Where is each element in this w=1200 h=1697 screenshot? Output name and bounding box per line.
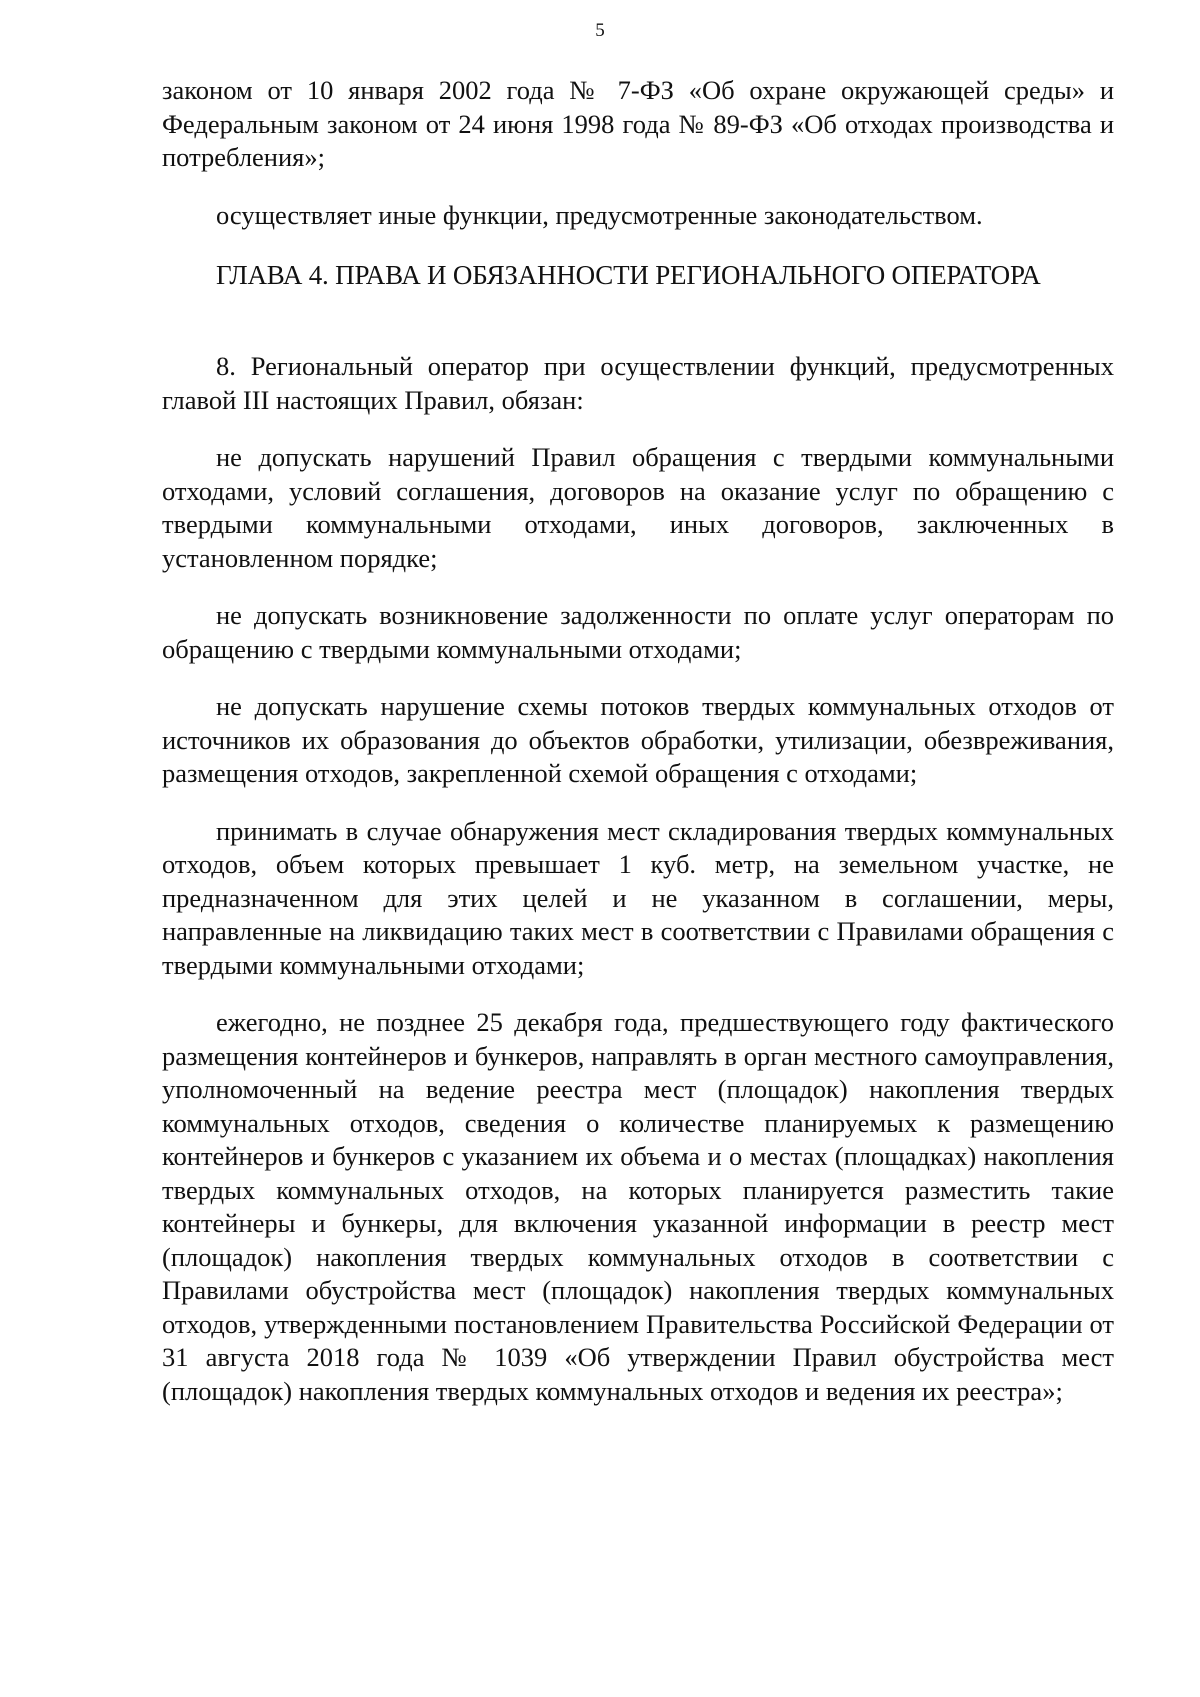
paragraph-annual-report: ежегодно, не позднее 25 декабря года, предшествующего году фактического размещения контейнеров и бункеров, направлять в орган местного самоуправления, уполномоченный на ведение реестра мест (площадок) накопления твердых коммунальных отходов, сведения о количестве планируемых к размещению контейнеров и бункеров с указанием их объема и о местах (площадках) накопления твердых коммунальных отходов, на которых планируется разместить такие контейнеры и бункеры, для включения указанной информации в реестр мест (площадок) накопления твердых коммунальных отходов в соответствии с Правилами обустройства мест (площадок) накопления твердых коммунальных отходов, утвержденными постановлением Правительства Российской Федерации от 31 августа 2018 года № 1039 «Об утверждении Правил обустройства мест (площадок) накопления твердых коммунальных отходов и ведения их реестра»; [162, 1007, 1114, 1406]
chapter-heading: ГЛАВА 4. ПРАВА И ОБЯЗАННОСТИ РЕГИОНАЛЬНОГО ОПЕРАТОРА [216, 260, 1041, 290]
paragraph-waste-flow-scheme: не допускать нарушение схемы потоков твердых коммунальных отходов от источников их образования до объектов обработки, утилизации, обезвреживания, размещения отходов, закрепленной схемой обращения с отходами; [162, 691, 1114, 788]
paragraph-no-debt: не допускать возникновение задолженности по оплате услуг операторам по обращению с твердыми коммунальными отходами; [162, 600, 1114, 664]
document-body [162, 74, 1114, 1408]
paragraph-no-violations: не допускать нарушений Правил обращения с твердыми коммунальными отходами, условий соглашения, договоров на оказание услуг по обращению с твердыми коммунальными отходами, иных договоров, заключенных в установленном порядке; [162, 442, 1114, 573]
paragraph-other-functions: осуществляет иные функции, предусмотренные законодательством. [216, 199, 983, 230]
paragraph-illegal-dumps: принимать в случае обнаружения мест складирования твердых коммунальных отходов, объем которых превышает 1 куб. метр, на земельном участке, не предназначенном для этих целей и не указанном в соглашении, меры, направленные на ликвидацию таких мест в соответствии с Правилами обращения с твердыми коммунальными отходами; [162, 815, 1114, 980]
page-number: 5 [595, 20, 605, 41]
paragraph-clause-8: 8. Региональный оператор при осуществлении функций, предусмотренных главой III настоящих Правил, обязан: [162, 351, 1114, 415]
paragraph-law-reference: законом от 10 января 2002 года № 7-ФЗ «Об охране окружающей среды» и Федеральным законом от 24 июня 1998 года № 89-ФЗ «Об отходах производства и потребления»; [162, 75, 1114, 172]
